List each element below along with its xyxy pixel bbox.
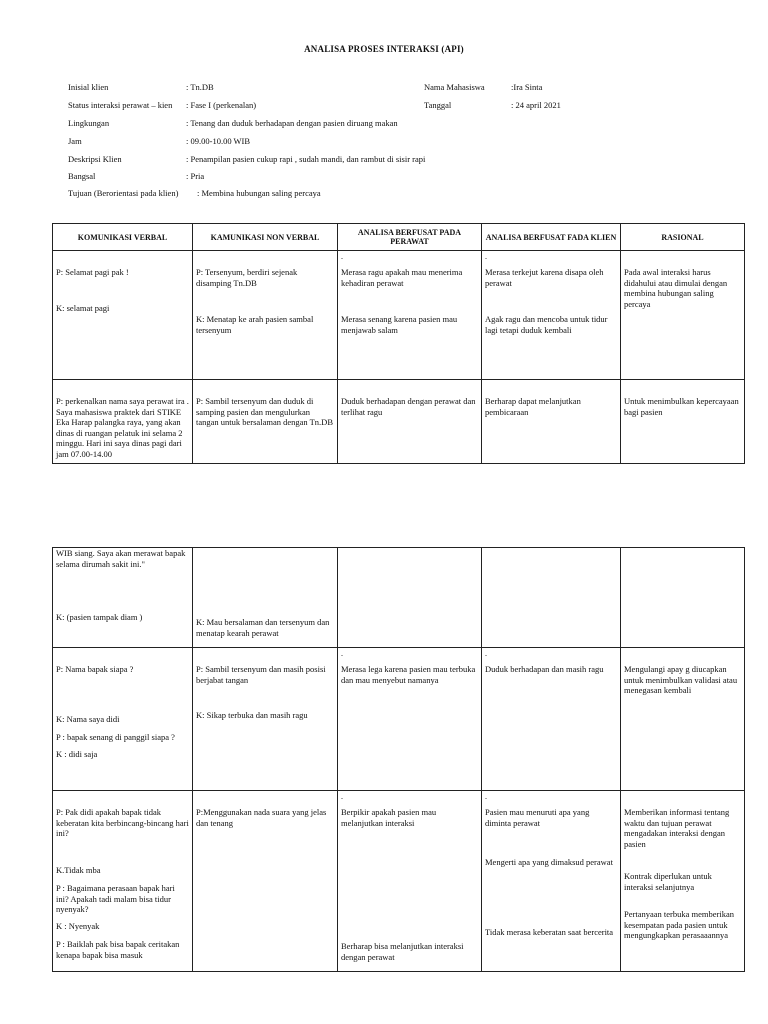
deskripsi-label: Deskripsi Klien (68, 154, 122, 164)
inisial-label: Inisial klien (68, 82, 109, 92)
tujuan-value: : Membina hubungan saling percaya (197, 188, 321, 198)
perawat-text: Merasa lega karena pasien mau terbuka dan mau menyebut namanya (341, 664, 476, 685)
klien-text: Berharap dapat melanjutkan pembicaraan (485, 396, 581, 417)
table-row (53, 380, 745, 464)
dot-mark: . (485, 649, 487, 658)
status-label: Status interaksi perawat – kien (68, 100, 173, 110)
rasional-text: Mengulangi apay g diucapkan untuk menimbulkan validasi atau menegasan kembali (624, 664, 738, 695)
verbal-text: K: (pasien tampak diam ) (56, 612, 143, 622)
tanggal-value: : 24 april 2021 (511, 100, 561, 110)
header-rasional: RASIONAL (621, 224, 745, 251)
verbal-text: K : didi saja (56, 749, 98, 759)
perawat-text: Merasa ragu apakah mau menerima kehadiran perawat (341, 267, 463, 288)
rasional-text: Pada awal interaksi harus didahului atau dimulai dengan membina hubungan saling percaya (624, 267, 728, 309)
klien-text: Mengerti apa yang dimaksud perawat (485, 857, 613, 867)
dot-mark: . (341, 792, 343, 801)
inisial-value: : Tn.DB (186, 82, 214, 92)
nonverbal-text: P:Menggunakan nada suara yang jelas dan tenang (196, 807, 327, 828)
dot-mark: . (341, 252, 343, 261)
header-nonverbal: KAMUNIKASI NON VERBAL (193, 224, 338, 251)
deskripsi-value: : Penampilan pasien cukup rapi , sudah mandi, dan rambut di sisir rapi (186, 154, 426, 164)
table-row (53, 548, 745, 648)
nonverbal-text: K: Mau bersalaman dan tersenyum dan menatap kearah perawat (196, 617, 330, 638)
verbal-text: P: Pak didi apakah bapak tidak keberatan kita berbincang-bincang hari ini? (56, 807, 189, 838)
jam-value: : 09.00-10.00 WIB (186, 136, 251, 146)
header-info (0, 0, 768, 200)
verbal-text: WIB siang. Saya akan merawat bapak selama dirumah sakit ini." (56, 548, 186, 569)
interaction-table-page1 (52, 223, 745, 464)
rasional-text: Pertanyaan terbuka memberikan kesempatan pada pasien untuk mengungkapkan perasaaannya (624, 909, 734, 940)
verbal-text: K: Nama saya didi (56, 714, 120, 724)
tanggal-label: Tanggal (424, 100, 452, 110)
header-perawat: ANALISA BERFUSAT PADA PERAWAT (338, 224, 482, 251)
dot-mark: . (341, 649, 343, 658)
rasional-text: Untuk menimbulkan kepercayaan bagi pasien (624, 396, 739, 417)
perawat-text: Duduk berhadapan dengan perawat dan terlihat ragu (341, 396, 476, 417)
verbal-text: P: perkenalkan nama saya perawat ira . Saya mahasiswa praktek dari STIKE Eka Harap palangka raya, yang akan dinas di ruangan pelatuk ini selama 2 minggu. Hari ini saya dinas pagi dari jam 07.00-14.00 (56, 396, 189, 459)
status-value: : Fase I (perkenalan) (186, 100, 257, 110)
table-row (53, 648, 745, 791)
header-verbal: KOMUNIKASI VERBAL (53, 224, 193, 251)
header-klien: ANALISA BERFUSAT FADA KLIEN (482, 224, 621, 251)
lingkungan-label: Lingkungan (68, 118, 110, 128)
bangsal-value: : Pria (186, 171, 205, 181)
table-row (53, 791, 745, 972)
verbal-text: P: Nama bapak siapa ? (56, 664, 134, 674)
dot-mark: . (485, 792, 487, 801)
klien-text: Pasien mau menuruti apa yang diminta perawat (485, 807, 590, 828)
rasional-text: Kontrak diperlukan untuk interaksi selanjutnya (624, 871, 712, 892)
perawat-text: Berharap bisa melanjutkan interaksi dengan perawat (341, 941, 464, 962)
verbal-text: P : bapak senang di panggil siapa ? (56, 732, 175, 742)
klien-text: Tidak merasa keberatan saat bercerita (485, 927, 614, 937)
document-title: ANALISA PROSES INTERAKSI (API) (304, 44, 464, 54)
nama-label: Nama Mahasiswa (424, 82, 485, 92)
verbal-text: K : Nyenyak (56, 921, 100, 931)
verbal-text: P : Bagaimana perasaan bapak hari ini? Apakah tadi malam bisa tidur nyenyak? (56, 883, 175, 914)
nonverbal-text: P: Tersenyum, berdiri sejenak disamping Tn.DB (196, 267, 298, 288)
nonverbal-text: K: Menatap ke arah pasien sambal tersenyum (196, 314, 314, 335)
perawat-text: Merasa senang karena pasien mau menjawab salam (341, 314, 458, 335)
nonverbal-text: K: Sikap terbuka dan masih ragu (196, 710, 308, 720)
verbal-text: P: Selamat pagi pak ! (56, 267, 129, 277)
klien-text: Merasa terkejut karena disapa oleh perawat (485, 267, 604, 288)
nonverbal-text: P: Sambil tersenyum dan duduk di samping pasien dan mengulurkan tangan untuk bersalaman dengan Tn.DB (196, 396, 333, 427)
lingkungan-value: : Tenang dan duduk berhadapan dengan pasien diruang makan (186, 118, 398, 128)
klien-text: Agak ragu dan mencoba untuk tidur lagi tetapi duduk kembali (485, 314, 608, 335)
verbal-text: K.Tidak mba (56, 865, 101, 875)
interaction-table-page2 (52, 547, 745, 972)
jam-label: Jam (68, 136, 82, 146)
klien-text: Duduk berhadapan dan masih ragu (485, 664, 604, 674)
rasional-text: Memberikan informasi tentang waktu dan tujuan perawat mengadakan interaksi dengan pasien (624, 807, 730, 849)
verbal-text: K: selamat pagi (56, 303, 110, 313)
dot-mark: . (485, 252, 487, 261)
nama-value: :Ira Sinta (511, 82, 543, 92)
bangsal-label: Bangsal (68, 171, 96, 181)
table-row (53, 251, 745, 380)
tujuan-label: Tujuan (Berorientasi pada klien) (68, 188, 179, 198)
perawat-text: Berpikir apakah pasien mau melanjutkan interaksi (341, 807, 437, 828)
nonverbal-text: P: Sambil tersenyum dan masih posisi berjabat tangan (196, 664, 326, 685)
verbal-text: P : Baiklah pak bisa bapak ceritakan kenapa bapak bisa masuk (56, 939, 180, 960)
